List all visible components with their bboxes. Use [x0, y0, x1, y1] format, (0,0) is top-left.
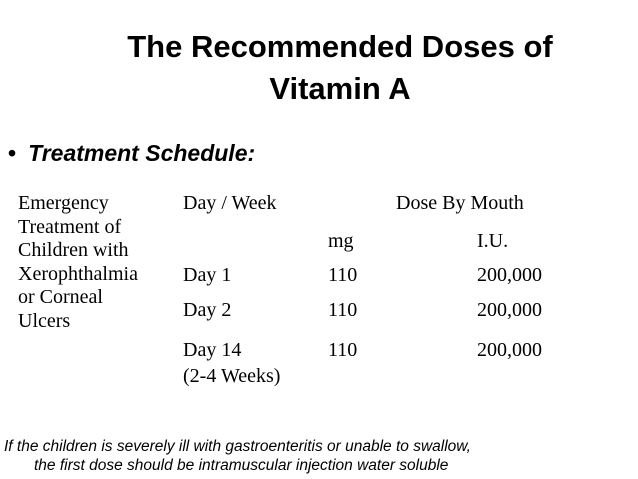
row-day-2-iu: 200,000 [477, 299, 542, 321]
bullet-icon: • [8, 140, 17, 166]
indication-line: Emergency [18, 192, 109, 214]
footnote-line-2: the first dose should be intramuscular injection water soluble [34, 457, 449, 474]
row-day-2-day: Day 2 [183, 299, 232, 321]
iu-unit-header: I.U. [477, 230, 509, 252]
indication-line: Children with [18, 239, 129, 261]
row-day-1-day: Day 1 [183, 264, 232, 286]
slide-title-line-1: The Recommended Doses of [127, 29, 553, 64]
row-day-1-iu: 200,000 [477, 264, 542, 286]
row-day-2-mg: 110 [328, 299, 358, 321]
footnote-line-1: If the children is severely ill with gastroenteritis or unable to swallow, [4, 438, 471, 455]
indication-line: or Corneal [18, 286, 103, 308]
indication-text [18, 192, 138, 333]
indication-line: Xerophthalmia [18, 262, 138, 285]
row-day-14-iu: 200,000 [477, 339, 542, 361]
footnote [4, 437, 471, 475]
slide-title [40, 26, 638, 110]
mg-unit-header: mg [328, 230, 354, 252]
row-day-1-mg: 110 [328, 264, 358, 286]
treatment-schedule-bullet [8, 138, 255, 168]
slide-title-line-2: Vitamin A [269, 71, 411, 106]
row-day-14-day: Day 14 [183, 339, 242, 361]
indication-line: Treatment of [18, 215, 122, 238]
dose-by-mouth-header: Dose By Mouth [396, 192, 524, 214]
row-day-14-note: (2-4 Weeks) [183, 365, 281, 387]
indication-line: Ulcers [18, 309, 71, 332]
row-day-14-mg: 110 [328, 339, 358, 361]
treatment-schedule-heading: Treatment Schedule: [28, 140, 256, 166]
day-week-header: Day / Week [183, 192, 277, 214]
